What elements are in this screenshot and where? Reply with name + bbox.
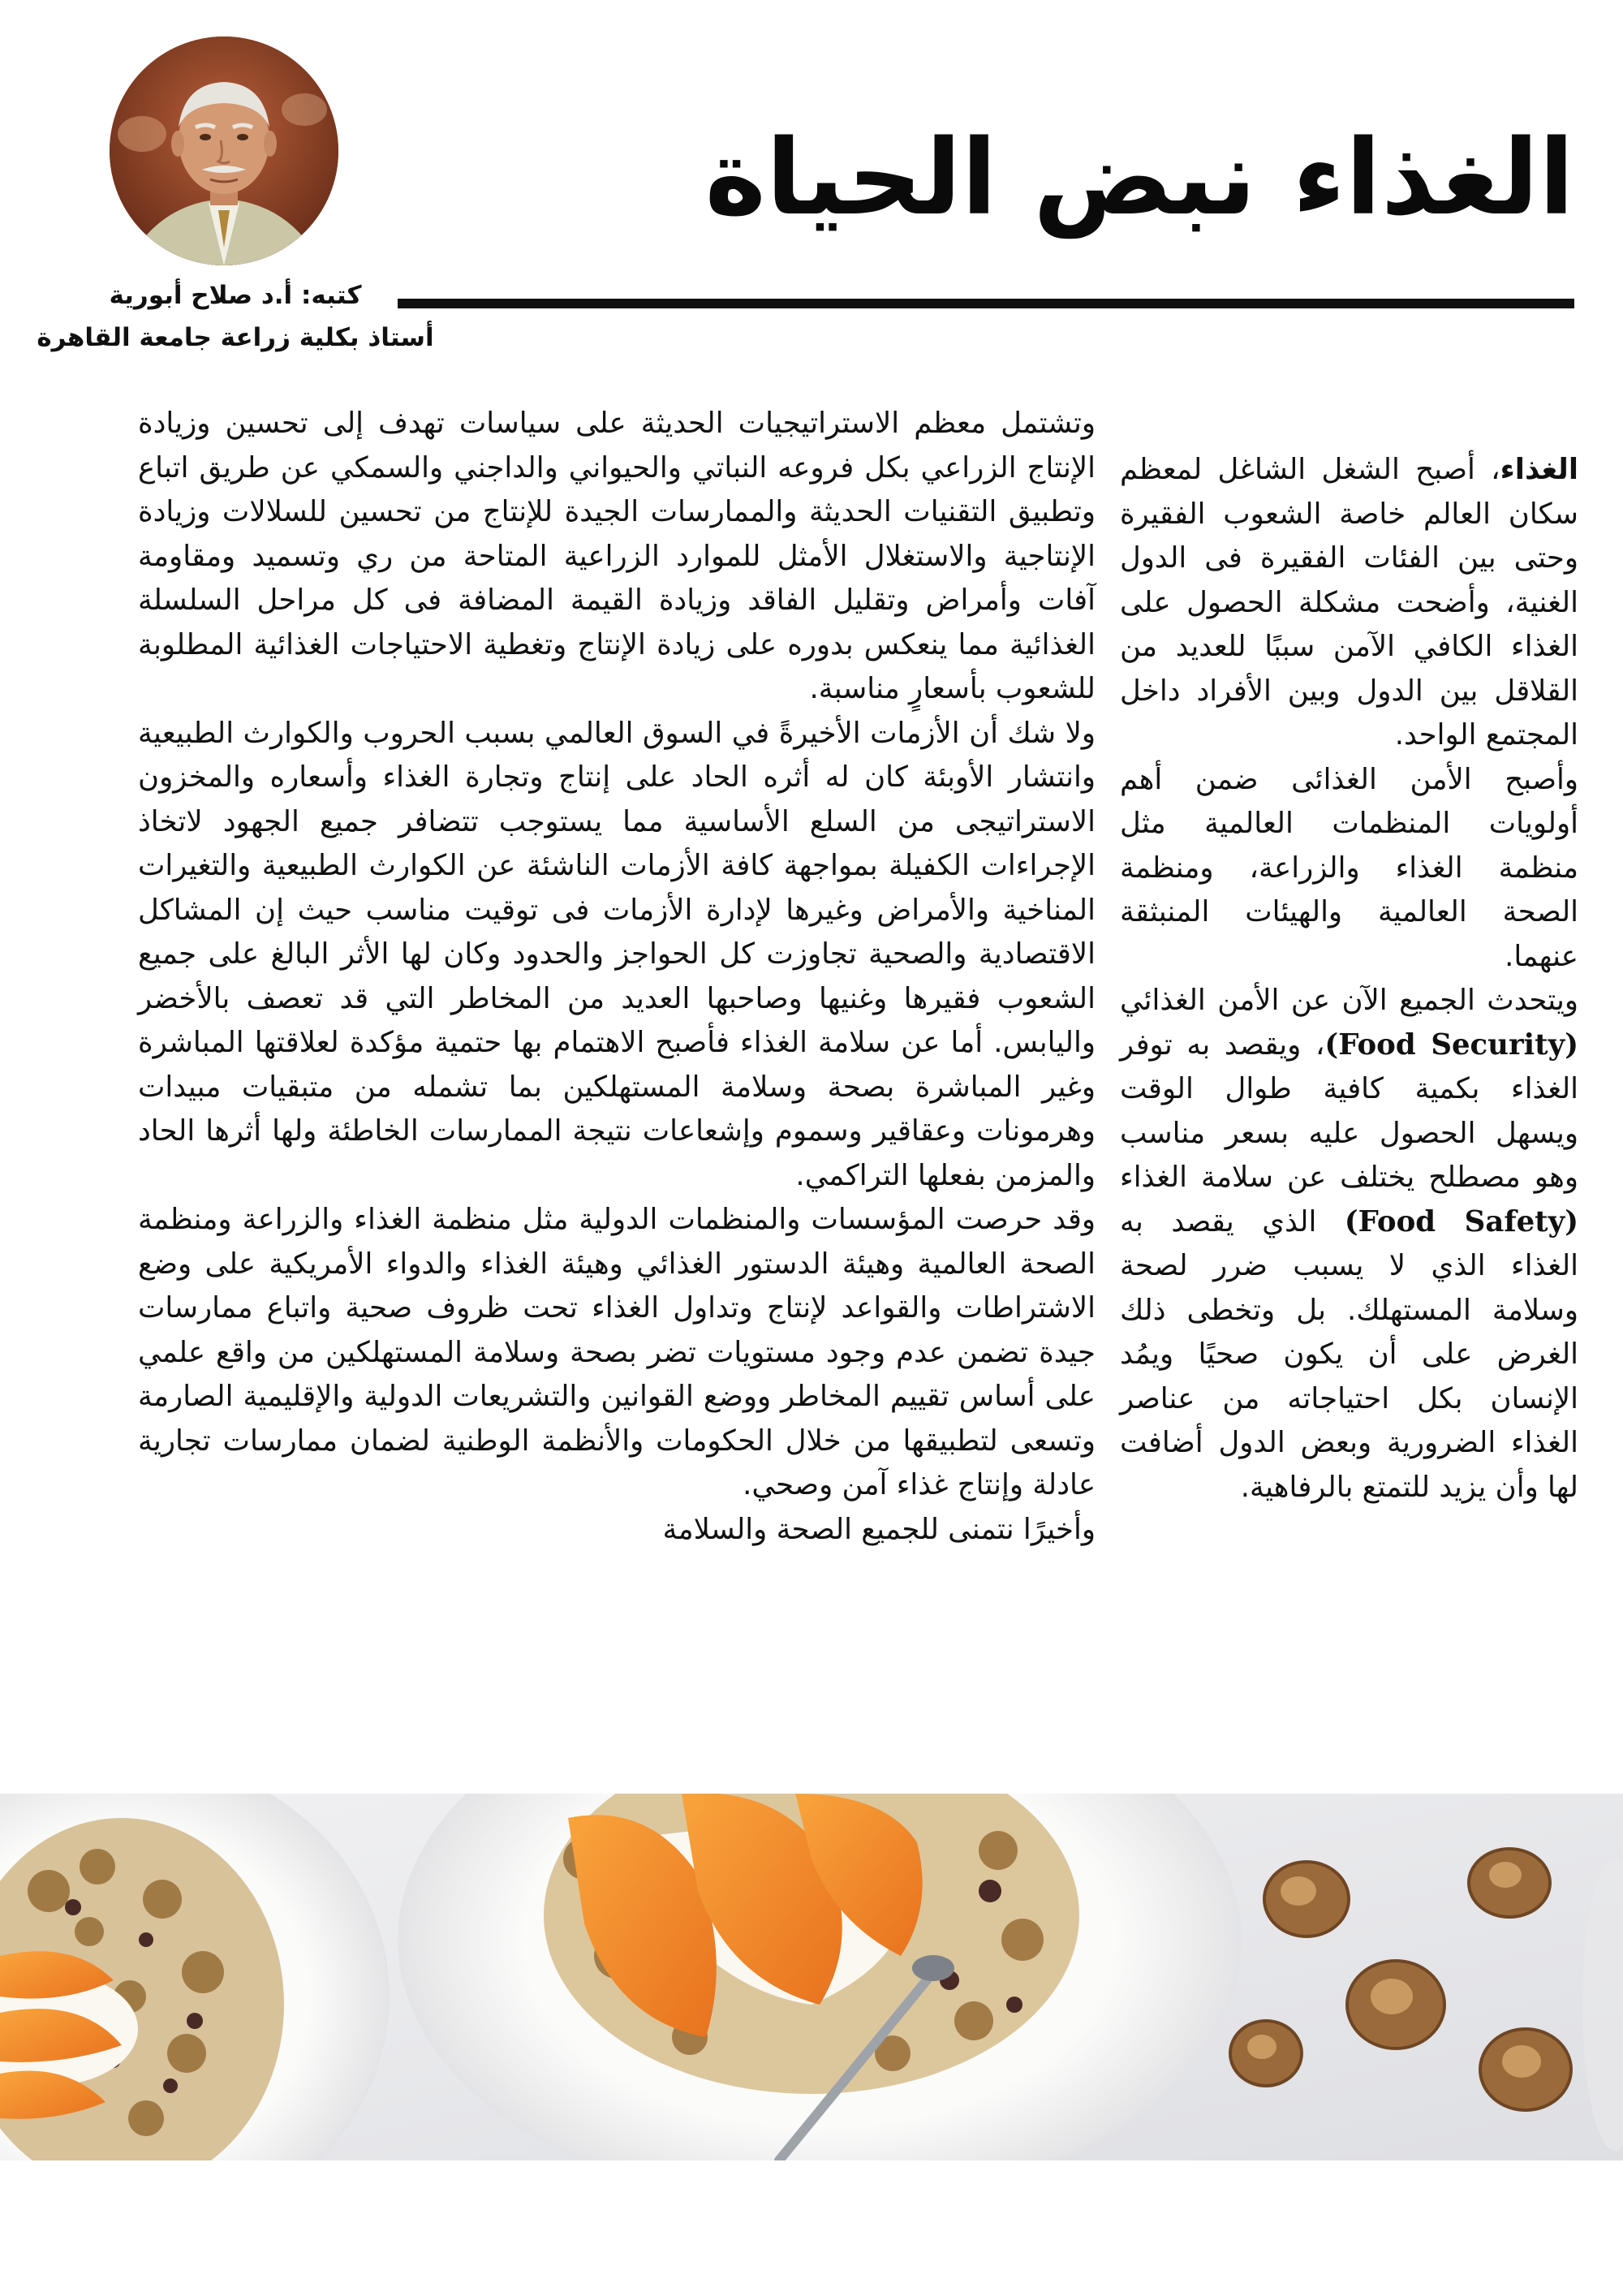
left-paragraph-4: وأخيرًا نتمنى للجميع الصحة والسلامة [662, 1512, 1096, 1546]
author-portrait [110, 37, 338, 265]
right-paragraph-1-text: ، أصبح الشغل الشاغل لمعظم سكان العالم خاصة الشعوب الفقيرة وحتى بين الفئات الفقيرة فى الدول الغنية، وأضحت مشكلة الحصول على الغذاء الكافي الآمن سببًا للعديد من القلاقل بين الدول وبين الأفراد داخل المجتمع الواحد. [1120, 453, 1578, 752]
right-paragraph-3-c: الذي يقصد به الغذاء الذي لا يسبب ضرر لصحة وسلامة المستهلك. بل وتخطى ذلك الغرض على أن يكون صحيًا ويمُد الإنسان بكل احتياجاته من عناصر الغذاء الضرورية وبعض الدول أضافت لها وأن يزيد للتمتع بالرفاهية. [1120, 1204, 1578, 1504]
author-photo-illustration [110, 37, 338, 265]
food-photo [0, 1794, 1623, 2160]
left-paragraph-3: وقد حرصت المؤسسات والمنظمات الدولية مثل منظمة الغذاء والزراعة ومنظمة الصحة العالمية وهيئة الدستور الغذائي وهيئة الغذاء والدواء الأمريكية على وضع الاشتراطات والقواعد لإنتاج وتداول الغذاء تحت ظروف صحية واتباع ممارسات جيدة تضمن عدم وجود مستويات تضر بصحة وسلامة المستهلكين من واقع علمي على أساس تقييم المخاطر ووضع القوانين والتشريعات الدولية والإقليمية الصارمة وتسعى لتطبيقها من خلال الحكومات والأنظمة الوطنية لضمان ممارسات تجارية عادلة وإنتاج غذاء آمن وصحي. [138, 1203, 1096, 1501]
byline [32, 274, 438, 359]
author-name: كتبه: أ.د صلاح أبورية [109, 281, 362, 310]
left-paragraph-1: وتشتمل معظم الاستراتيجيات الحديثة على سياسات تهدف إلى تحسين وزيادة الإنتاج الزراعي بكل فروعه النباتي والحيواني والداجني والسمكي عن طريق اتباع وتطبيق التقنيات الحديثة والممارسات الجيدة للإنتاج من تحسين للسلالات وزيادة الإنتاجية والاستغلال الأمثل للموارد الزراعية المتاحة من ري وتسميد ومقاومة آفات وأمراض وتقليل الفاقد وزيادة القيمة المضافة فى كل مراحل السلسلة الغذائية مما ينعكس بدوره على زيادة الإنتاج وتغطية الاحتياجات الغذائية المطلوبة للشعوب بأسعارٍ مناسبة. [138, 407, 1096, 705]
lead-word: الغذاء [1500, 453, 1578, 486]
title-underline [398, 299, 1574, 308]
right-paragraph-3-b: ، ويقصد به توفر الغذاء بكمية كافية طوال الوقت ويسهل الحصول عليه بسعر مناسب وهو مصطلح يختلف عن سلامة الغذاء [1120, 1027, 1578, 1194]
right-paragraph-1 [1120, 448, 1578, 758]
left-paragraph-2: ولا شك أن الأزمات الأخيرةً في السوق العالمي بسبب الحروب والكوارث الطبيعية وانتشار الأوبئة كان له أثره الحاد على إنتاج وتجارة الغذاء وأسعاره والمخزون الاستراتيجى من السلع الأساسية مما يستوجب تتضافر جميع الجهود لاتخاذ الإجراءات الكفيلة بمواجهة كافة الأزمات الناشئة عن الكوارث الطبيعية والتغيرات المناخية والأمراض وغيرها لإدارة الأزمات فى توقيت مناسب حيث إن المشاكل الاقتصادية والصحية تجاوزت كل الحواجز والحدود وكان لها الأثر البالغ على جميع الشعوب فقيرها وغنيها وصاحبها العديد من المخاطر التي قد تعصف بالأخضر واليابس. أما عن سلامة الغذاء فأصبح الاهتمام بها حتمية مؤكدة لعلاقتها المباشرة وغير المباشرة بصحة وسلامة المستهلكين بما تشمله من متبقيات مبيدات وهرمونات وعقاقير وسموم وإشعاعات نتيجة الممارسات الخاطئة ولها أثرها الحاد والمزمن بفعلها التراكمي. [138, 716, 1096, 1192]
right-paragraph-2: وأصبح الأمن الغذائى ضمن أهم أولويات المنظمات العالمية مثل منظمة الغذاء والزراعة، ومنظمة الصحة العالمية والهيئات المنبثقة عنهما. [1120, 762, 1578, 973]
right-paragraph-3 [1120, 979, 1578, 1510]
term-food-safety: (Food Safety) [1344, 1204, 1578, 1238]
left-column [138, 402, 1096, 1552]
right-paragraph-3-a: ويتحدث الجميع الآن عن الأمن الغذائي [1120, 984, 1578, 1017]
author-affiliation: أستاذ بكلية زراعة جامعة القاهرة [37, 323, 434, 352]
right-column [1120, 448, 1578, 1510]
article-title: الغذاء نبض الحياة [704, 118, 1574, 239]
granola-bowls-illustration [0, 1794, 1623, 2160]
term-food-security: (Food Security) [1324, 1027, 1578, 1062]
